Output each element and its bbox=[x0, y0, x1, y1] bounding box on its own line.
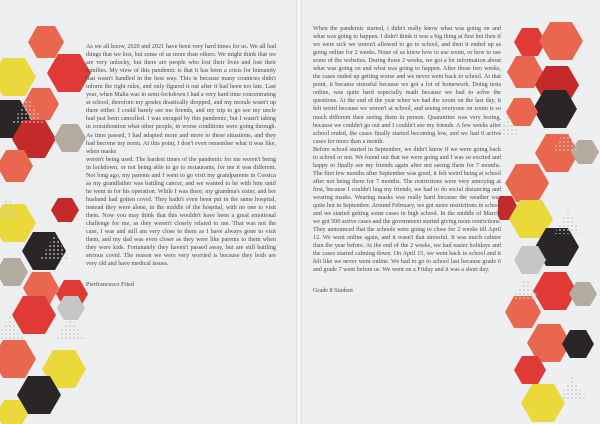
left-hexagon-decoration bbox=[0, 0, 95, 424]
right-hexagon-decoration bbox=[498, 0, 600, 424]
right-author-signature: Grade 8 Student bbox=[313, 288, 353, 295]
right-paragraph-1: When the pandemic started, i didn't really know what was going on and what was going to happen. I didn't think it was a big thing at first but then if we were sick we weren't allowed to go to school, and then it ended up as going online for 2 weeks. None of us knew how to use zoom, or how to use some of the websites. During those 2 weeks, we got a lot information about what was going on and what was going to happen. After those two weeks, the cases ended up getting worse and we never went back to school. At that point, it became stressful because we got a lot of homework. Doing tests online, was quite hard especially math because we had to solve the questions. At the end of the year when we had the zoom on the last day, it felt weird because we weren't at school, and seeing everyone on zoom is so much different then seeing them in person. Quarantine was very boring, because we couldn't go out and I couldn't see my friends. A few weeks after school ended, the cases finally started becoming low, and we had 0 active cases for more than a month. bbox=[313, 26, 501, 145]
left-paragraph-1: As we all know, 2020 and 2021 have been very hard times for us. We all had things that we lost, but some of us more than others. We might think that we are very unlucky, but there are people who lost their lives and lost their families. My view of this pandemic is that it has been a crisis for humanity that wasn't handled in the best way. This is because many countries didn't inform the right rules, and only figured it out after it had been too late. Last year, when Malta was in semi-lockdown I had a very hard time concentrating at school, therefore my grades drastically dropped, and my morale wasn't up there either. I could barely see me friends, and my trip to go see my uncle had just been cancelled. I was enraged by this pandemic, but I wasn't taking in consideration what other people, in worse conditions were going through. As time passed, I had adapted more and more to these situations, and they had become my norm. At this point, I don't even remember what it was like, when masks bbox=[86, 44, 276, 155]
left-article bbox=[86, 43, 276, 289]
left-page bbox=[0, 0, 296, 424]
left-author-signature: Pierfrancesco Fried bbox=[86, 282, 134, 289]
right-page bbox=[302, 0, 600, 424]
hexagon-column-left bbox=[0, 26, 91, 424]
left-paragraph-2: weren't being used. The hardest times of the pandemic for me weren't being in lockdown, or not being able to go to restaurants, for me it was different. Not long ago, my parents and I went to go visit my grandparents in Corsica as my grandfather was battling cancer, and we wanted to be with him until he went in for his operation. While I was there, my grandma's sister, and her husband had gotten covid. They hadn't even been put in the same hospital, instead they were alone, in the middle of the hospital, with no one to visit them. Now you may think that this wouldn't have been a great emotional challenge for me, as they weren't closely related to me. That was not the case, I was and still am very close to them as I have always gone to visit them, and my dad was even closer as they were like parents to them when they were kids. Fortunately they haven't passed away, but are still battling serious covid. The reason we were very worried is because they both are very old and have medical issues. bbox=[86, 156, 276, 268]
hexagon-column-right bbox=[498, 22, 599, 422]
right-paragraph-2: Before school started in September, we didn't know if we were going back to school or not. We found out that we were going and I was so excited and happy to finally see my friends again after not seeing them for 7 months. The first few months after September was good, it felt weird being at school after not being there for 7 months. The restrictions were very annoying at first, because I couldn't hug my friends, we had to do social distancing and wearing masks. Wearing masks was really hard because the weather was quite hot in September. Around February, we got more restrictions in school and we started getting some cases in high school. In the middle of March, we got 500 active cases and the government started giving more restrictions. They announced that the schools were going to close for 2 weeks till April 12. We went online again, and it wasn't that stressful. It was much calmer than the year before. At the end of the 2 weeks, we had easter holidays and the cases started calming down. On April 15, we went back to school and it felt like we never went online. We had to go to school last because grade 6 and grade 7 went before us. We went on a Friday and it was a short day. bbox=[313, 146, 501, 274]
right-article bbox=[313, 25, 501, 296]
